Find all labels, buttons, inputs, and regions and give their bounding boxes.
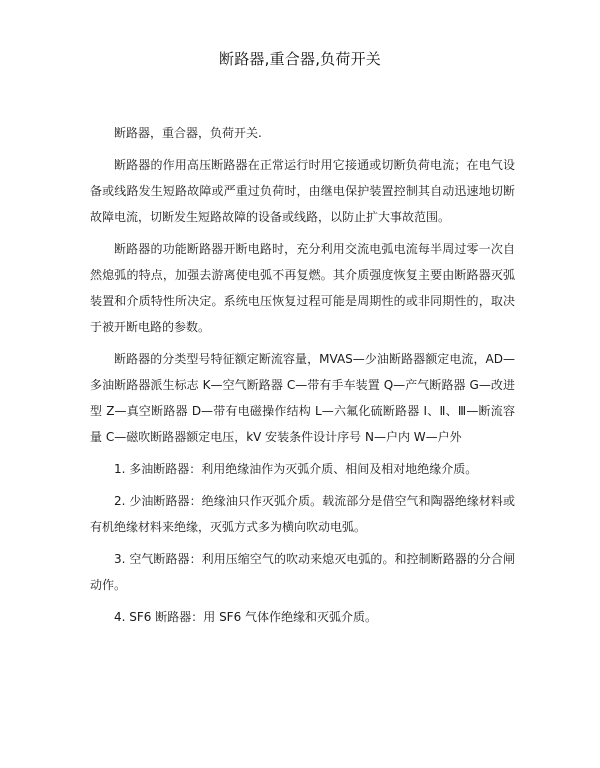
capability-paragraph: 断路器的功能断路器开断电路时，充分利用交流电弧电流每半周过零一次自然熄弧的特点，加强去游离使电弧不再复燃。其介质强度恢复主要由断路器灭弧装置和介质特性所决定。系统电压恢复过程可能是周期性的或非同期性的，取决于被开断电路的参数。 [90,242,515,334]
list-item-text: 空气断路器：利用压缩空气的吹动来熄灭电弧的。和控制断路器的分合闸动作。 [90,552,515,592]
list-item-number: 2. [114,494,126,508]
list-item [90,546,515,598]
intro-paragraph: 断路器，重合器，负荷开关. [114,126,262,140]
list-item-text: 少油断路器：绝缘油只作灭弧介质。载流部分是借空气和陶器绝缘材料或有机绝缘材料来绝缘，灭弧方式多为横向吹动电弧。 [90,494,515,534]
list-item [90,488,515,540]
list-item-text: SF6 断路器：用 SF6 气体作绝缘和灭弧介质。 [129,610,378,624]
list-item-number: 3. [114,552,126,566]
document-title: 断路器,重合器,负荷开关 [219,50,381,68]
classification-paragraph: 断路器的分类型号特征额定断流容量，MVAS—少油断路器额定电流，AD—多油断路器派生标志 K—空气断路器 C—带有手车装置 Q—产气断路器 G—改进型 Z—真空断路器 D—带有电磁操作结构 L—六氟化硫断路器 Ⅰ、Ⅱ、Ⅲ—断流容量 C—磁吹断路器额定电压，kV 安装条件设计序号 N—户内 W—户外 [90,352,515,444]
function-paragraph: 断路器的作用高压断路器在正常运行时用它接通或切断负荷电流；在电气设备或线路发生短路故障或严重过负荷时，由继电保护装置控制其自动迅速地切断故障电流，切断发生短路故障的设备或线路，以防止扩大事故范围。 [90,158,515,224]
document-body [90,120,515,636]
list-item-number: 1. [114,462,126,476]
list-item [90,456,515,482]
list-item-text: 多油断路器：利用绝缘油作为灭弧介质、相间及相对地绝缘介质。 [129,462,478,476]
list-item [90,604,515,630]
list-item-number: 4. [114,610,126,624]
